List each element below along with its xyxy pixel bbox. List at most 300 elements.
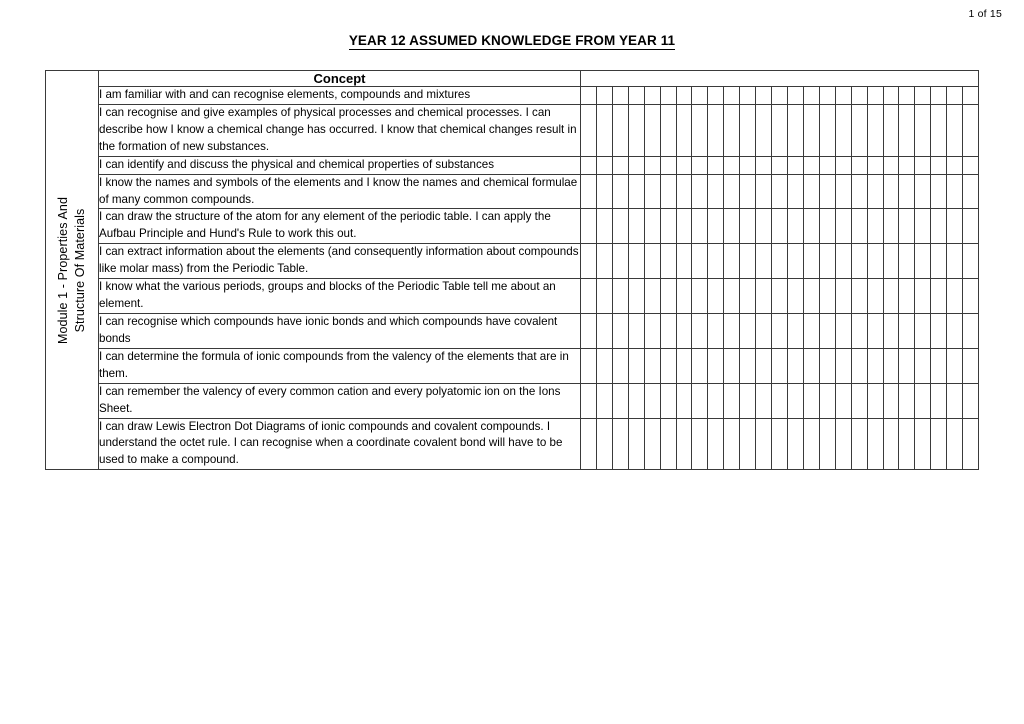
checkbox-cell[interactable] [772, 175, 788, 209]
concept-cell: I am familiar with and can recognise elements, compounds and mixtures [99, 87, 581, 105]
checkbox-cell[interactable] [884, 175, 900, 209]
checkbox-grid-cell [581, 87, 979, 105]
checkbox-cell[interactable] [899, 314, 915, 348]
checkbox-cell[interactable] [708, 279, 724, 313]
checkbox-cell[interactable] [836, 419, 852, 470]
module-label-line-2: Structure Of Materials [73, 208, 87, 333]
checkbox-cell[interactable] [947, 87, 963, 104]
checkbox-cell[interactable] [772, 244, 788, 278]
checkbox-cell[interactable] [756, 157, 772, 174]
checkbox-cell[interactable] [708, 209, 724, 243]
checkbox-cell[interactable] [613, 349, 629, 383]
checkbox-grid-row [581, 244, 978, 278]
checkbox-cell[interactable] [756, 384, 772, 418]
checkbox-cell[interactable] [645, 349, 661, 383]
checkbox-cell[interactable] [915, 384, 931, 418]
checkbox-cell[interactable] [645, 384, 661, 418]
checkbox-cell[interactable] [852, 349, 868, 383]
checkbox-cell[interactable] [804, 419, 820, 470]
checkbox-cell[interactable] [677, 209, 693, 243]
checkbox-cell[interactable] [804, 349, 820, 383]
checkbox-cell[interactable] [788, 209, 804, 243]
checkbox-cell[interactable] [947, 419, 963, 470]
checkbox-cell[interactable] [772, 419, 788, 470]
checkbox-cell[interactable] [740, 419, 756, 470]
checkbox-cell[interactable] [756, 244, 772, 278]
checkbox-cell[interactable] [852, 87, 868, 104]
checkbox-grid-cell [581, 174, 979, 209]
checkbox-cell[interactable] [756, 209, 772, 243]
checkbox-cell[interactable] [820, 349, 836, 383]
checkbox-cell[interactable] [661, 105, 677, 156]
checkbox-cell[interactable] [740, 87, 756, 104]
checkbox-cell[interactable] [740, 209, 756, 243]
checkbox-cell[interactable] [629, 314, 645, 348]
checkbox-cell[interactable] [677, 157, 693, 174]
checkbox-cell[interactable] [692, 157, 708, 174]
checkbox-cell[interactable] [963, 419, 978, 470]
checkbox-cell[interactable] [788, 419, 804, 470]
checkbox-cell[interactable] [899, 87, 915, 104]
checkbox-cell[interactable] [756, 87, 772, 104]
checkbox-cell[interactable] [772, 314, 788, 348]
checkbox-cell[interactable] [613, 175, 629, 209]
checkbox-cell[interactable] [884, 209, 900, 243]
checkbox-cell[interactable] [820, 419, 836, 470]
checkbox-cell[interactable] [899, 349, 915, 383]
checkbox-cell[interactable] [724, 105, 740, 156]
checkbox-cell[interactable] [836, 244, 852, 278]
checkbox-cell[interactable] [820, 87, 836, 104]
table-row [46, 279, 979, 314]
checkbox-cell[interactable] [597, 349, 613, 383]
checkbox-cell[interactable] [692, 87, 708, 104]
checkbox-cell[interactable] [947, 314, 963, 348]
checkbox-grid-row [581, 157, 978, 174]
checkbox-cell[interactable] [868, 105, 884, 156]
checkbox-cell[interactable] [788, 384, 804, 418]
checkbox-cell[interactable] [661, 314, 677, 348]
checkbox-cell[interactable] [692, 244, 708, 278]
checkbox-cell[interactable] [884, 279, 900, 313]
checkbox-cell[interactable] [613, 244, 629, 278]
checkbox-cell[interactable] [677, 314, 693, 348]
checkbox-cell[interactable] [629, 419, 645, 470]
checkbox-cell[interactable] [772, 384, 788, 418]
checkbox-cell[interactable] [740, 175, 756, 209]
checkbox-cell[interactable] [629, 175, 645, 209]
checkbox-cell[interactable] [724, 349, 740, 383]
checkbox-cell[interactable] [581, 384, 597, 418]
checkbox-cell[interactable] [820, 157, 836, 174]
checkbox-cell[interactable] [836, 209, 852, 243]
checkbox-cell[interactable] [884, 87, 900, 104]
checkbox-cell[interactable] [788, 105, 804, 156]
checkbox-cell[interactable] [788, 175, 804, 209]
checkbox-cell[interactable] [645, 209, 661, 243]
checkbox-cell[interactable] [645, 314, 661, 348]
checkbox-cell[interactable] [804, 175, 820, 209]
checkbox-cell[interactable] [852, 419, 868, 470]
checkbox-cell[interactable] [868, 87, 884, 104]
checkbox-cell[interactable] [963, 105, 978, 156]
checkbox-cell[interactable] [788, 279, 804, 313]
checkbox-cell[interactable] [756, 419, 772, 470]
checkbox-cell[interactable] [708, 105, 724, 156]
checkbox-cell[interactable] [772, 87, 788, 104]
checkbox-cell[interactable] [708, 384, 724, 418]
checkbox-cell[interactable] [740, 314, 756, 348]
checkbox-cell[interactable] [629, 279, 645, 313]
checkbox-cell[interactable] [581, 314, 597, 348]
checkbox-cell[interactable] [645, 157, 661, 174]
checkbox-cell[interactable] [884, 157, 900, 174]
checkbox-cell[interactable] [852, 209, 868, 243]
checkbox-cell[interactable] [581, 349, 597, 383]
checkbox-cell[interactable] [884, 314, 900, 348]
checkbox-cell[interactable] [963, 384, 978, 418]
checkbox-cell[interactable] [740, 105, 756, 156]
checkbox-cell[interactable] [899, 279, 915, 313]
checkbox-cell[interactable] [804, 209, 820, 243]
checkbox-cell[interactable] [597, 175, 613, 209]
module-label-line-1: Module 1 - Properties And [56, 196, 71, 344]
checkbox-cell[interactable] [868, 314, 884, 348]
checkbox-cell[interactable] [597, 314, 613, 348]
checkbox-cell[interactable] [852, 105, 868, 156]
checkbox-cell[interactable] [677, 175, 693, 209]
checkbox-cell[interactable] [677, 244, 693, 278]
checkbox-cell[interactable] [915, 244, 931, 278]
checkbox-cell[interactable] [597, 87, 613, 104]
checkbox-cell[interactable] [756, 279, 772, 313]
checkbox-cell[interactable] [931, 87, 947, 104]
checkbox-cell[interactable] [852, 279, 868, 313]
checkbox-cell[interactable] [963, 279, 978, 313]
checkbox-cell[interactable] [852, 244, 868, 278]
checkbox-cell[interactable] [708, 175, 724, 209]
checkbox-cell[interactable] [708, 314, 724, 348]
checkbox-cell[interactable] [804, 87, 820, 104]
checkbox-cell[interactable] [868, 157, 884, 174]
checkbox-cell[interactable] [852, 175, 868, 209]
checkbox-cell[interactable] [788, 157, 804, 174]
checkbox-cell[interactable] [756, 175, 772, 209]
checkbox-cell[interactable] [613, 384, 629, 418]
checkbox-grid-cell [581, 418, 979, 470]
checkbox-cell[interactable] [724, 384, 740, 418]
checkbox-cell[interactable] [645, 244, 661, 278]
checkbox-cell[interactable] [931, 314, 947, 348]
checkbox-cell[interactable] [692, 105, 708, 156]
checkbox-cell[interactable] [836, 175, 852, 209]
checkbox-cell[interactable] [804, 157, 820, 174]
checkbox-cell[interactable] [597, 244, 613, 278]
checkbox-grid-cell [581, 104, 979, 156]
checkbox-cell[interactable] [836, 314, 852, 348]
checkbox-cell[interactable] [852, 314, 868, 348]
checkbox-cell[interactable] [613, 105, 629, 156]
checkbox-cell[interactable] [820, 314, 836, 348]
checkbox-cell[interactable] [884, 419, 900, 470]
checkbox-cell[interactable] [724, 209, 740, 243]
checkbox-cell[interactable] [868, 349, 884, 383]
checkbox-cell[interactable] [915, 279, 931, 313]
table-row [46, 104, 979, 156]
checkbox-cell[interactable] [868, 209, 884, 243]
checkbox-cell[interactable] [740, 384, 756, 418]
checkbox-cell[interactable] [804, 105, 820, 156]
checkbox-grid-cell [581, 209, 979, 244]
checkbox-cell[interactable] [899, 209, 915, 243]
checkbox-cell[interactable] [884, 105, 900, 156]
checkbox-cell[interactable] [931, 279, 947, 313]
checkbox-grid-cell [581, 244, 979, 279]
checkbox-cell[interactable] [629, 87, 645, 104]
checkbox-grid-cell [581, 383, 979, 418]
checkbox-cell[interactable] [931, 349, 947, 383]
checkbox-cell[interactable] [836, 157, 852, 174]
checkbox-grid-row [581, 419, 978, 470]
checkbox-cell[interactable] [963, 175, 978, 209]
checkbox-cell[interactable] [661, 279, 677, 313]
checkbox-cell[interactable] [963, 87, 978, 104]
checkbox-cell[interactable] [899, 244, 915, 278]
checkbox-cell[interactable] [629, 209, 645, 243]
checkbox-cell[interactable] [915, 157, 931, 174]
checkbox-cell[interactable] [915, 175, 931, 209]
checkbox-cell[interactable] [677, 105, 693, 156]
checkbox-cell[interactable] [947, 209, 963, 243]
checkbox-cell[interactable] [581, 157, 597, 174]
checkbox-cell[interactable] [820, 244, 836, 278]
checkbox-cell[interactable] [661, 157, 677, 174]
checkbox-cell[interactable] [804, 279, 820, 313]
checkbox-cell[interactable] [772, 209, 788, 243]
checkbox-cell[interactable] [645, 105, 661, 156]
checkbox-cell[interactable] [963, 244, 978, 278]
checkbox-cell[interactable] [931, 209, 947, 243]
checkbox-cell[interactable] [947, 157, 963, 174]
checkbox-cell[interactable] [931, 175, 947, 209]
checkbox-cell[interactable] [804, 314, 820, 348]
checkbox-cell[interactable] [963, 209, 978, 243]
checkbox-cell[interactable] [899, 105, 915, 156]
checkbox-cell[interactable] [629, 157, 645, 174]
checkbox-cell[interactable] [613, 87, 629, 104]
checkbox-cell[interactable] [931, 244, 947, 278]
checkbox-cell[interactable] [692, 279, 708, 313]
checkbox-cell[interactable] [915, 314, 931, 348]
checkbox-cell[interactable] [629, 384, 645, 418]
checkbox-cell[interactable] [661, 175, 677, 209]
checkbox-cell[interactable] [772, 157, 788, 174]
checkbox-cell[interactable] [661, 244, 677, 278]
checkbox-cell[interactable] [820, 209, 836, 243]
checkbox-cell[interactable] [788, 314, 804, 348]
checkbox-cell[interactable] [915, 209, 931, 243]
checkbox-cell[interactable] [947, 105, 963, 156]
checkbox-cell[interactable] [581, 244, 597, 278]
checkbox-cell[interactable] [836, 105, 852, 156]
checkbox-cell[interactable] [613, 314, 629, 348]
checkbox-grid-cell [581, 348, 979, 383]
page-title [0, 33, 1024, 48]
checkbox-cell[interactable] [692, 209, 708, 243]
checkbox-cell[interactable] [661, 384, 677, 418]
checkbox-cell[interactable] [724, 157, 740, 174]
table-row [46, 209, 979, 244]
checkbox-cell[interactable] [836, 87, 852, 104]
checkbox-cell[interactable] [772, 105, 788, 156]
checkbox-cell[interactable] [597, 279, 613, 313]
checkbox-cell[interactable] [740, 244, 756, 278]
checkbox-cell[interactable] [820, 384, 836, 418]
checkbox-cell[interactable] [931, 157, 947, 174]
checkbox-cell[interactable] [915, 349, 931, 383]
checkbox-cell[interactable] [581, 175, 597, 209]
table-body [46, 71, 979, 470]
assumed-knowledge-table [45, 70, 979, 470]
checkbox-cell[interactable] [868, 419, 884, 470]
checkbox-cell[interactable] [724, 419, 740, 470]
checkbox-cell[interactable] [708, 419, 724, 470]
checkbox-cell[interactable] [804, 244, 820, 278]
checkbox-cell[interactable] [661, 209, 677, 243]
checkbox-cell[interactable] [884, 349, 900, 383]
checkbox-cell[interactable] [820, 105, 836, 156]
checkbox-cell[interactable] [581, 105, 597, 156]
checkbox-cell[interactable] [613, 157, 629, 174]
checkbox-cell[interactable] [661, 419, 677, 470]
checkbox-cell[interactable] [708, 349, 724, 383]
checkbox-cell[interactable] [947, 384, 963, 418]
checkbox-cell[interactable] [677, 279, 693, 313]
checkbox-cell[interactable] [931, 419, 947, 470]
checkbox-cell[interactable] [836, 384, 852, 418]
checkbox-cell[interactable] [724, 279, 740, 313]
checkbox-cell[interactable] [613, 419, 629, 470]
checkbox-cell[interactable] [677, 349, 693, 383]
checkbox-cell[interactable] [963, 349, 978, 383]
checkbox-cell[interactable] [629, 244, 645, 278]
checkbox-cell[interactable] [629, 349, 645, 383]
checkbox-cell[interactable] [947, 349, 963, 383]
checkbox-cell[interactable] [724, 87, 740, 104]
checkbox-cell[interactable] [947, 175, 963, 209]
checkbox-cell[interactable] [581, 419, 597, 470]
checkbox-cell[interactable] [963, 314, 978, 348]
checkbox-cell[interactable] [645, 175, 661, 209]
checkbox-cell[interactable] [899, 384, 915, 418]
checkbox-cell[interactable] [677, 87, 693, 104]
checkbox-cell[interactable] [947, 244, 963, 278]
checkbox-cell[interactable] [836, 349, 852, 383]
checkbox-cell[interactable] [692, 175, 708, 209]
checkbox-cell[interactable] [931, 105, 947, 156]
checkbox-cell[interactable] [708, 87, 724, 104]
checkbox-cell[interactable] [692, 419, 708, 470]
concept-cell: I can identify and discuss the physical and chemical properties of substances [99, 156, 581, 174]
checkbox-cell[interactable] [772, 349, 788, 383]
checkbox-cell[interactable] [645, 419, 661, 470]
checkbox-cell[interactable] [915, 105, 931, 156]
checkbox-cell[interactable] [597, 209, 613, 243]
checkbox-cell[interactable] [708, 157, 724, 174]
checkbox-cell[interactable] [852, 157, 868, 174]
checkbox-cell[interactable] [724, 175, 740, 209]
checkbox-cell[interactable] [645, 279, 661, 313]
checkbox-cell[interactable] [788, 244, 804, 278]
checkbox-cell[interactable] [899, 157, 915, 174]
checkbox-cell[interactable] [597, 419, 613, 470]
checkbox-cell[interactable] [804, 384, 820, 418]
checkbox-cell[interactable] [756, 314, 772, 348]
checkbox-cell[interactable] [740, 157, 756, 174]
checkbox-cell[interactable] [915, 419, 931, 470]
checkbox-cell[interactable] [692, 384, 708, 418]
checkbox-cell[interactable] [692, 314, 708, 348]
checkbox-cell[interactable] [677, 419, 693, 470]
checkbox-grid-row [581, 209, 978, 243]
checkbox-cell[interactable] [645, 87, 661, 104]
checkbox-cell[interactable] [597, 105, 613, 156]
checkbox-cell[interactable] [613, 279, 629, 313]
checkbox-cell[interactable] [868, 175, 884, 209]
checkbox-cell[interactable] [581, 87, 597, 104]
checkbox-cell[interactable] [868, 279, 884, 313]
checkbox-cell[interactable] [740, 349, 756, 383]
checkbox-cell[interactable] [947, 279, 963, 313]
checkbox-cell[interactable] [661, 349, 677, 383]
checkbox-cell[interactable] [772, 279, 788, 313]
checkbox-cell[interactable] [756, 105, 772, 156]
checkbox-cell[interactable] [724, 314, 740, 348]
checkbox-cell[interactable] [836, 279, 852, 313]
checkbox-cell[interactable] [581, 209, 597, 243]
checkbox-cell[interactable] [629, 105, 645, 156]
checkbox-cell[interactable] [740, 279, 756, 313]
checkbox-cell[interactable] [788, 87, 804, 104]
checkbox-cell[interactable] [597, 384, 613, 418]
checkbox-cell[interactable] [868, 384, 884, 418]
checkbox-grid-header [581, 71, 979, 87]
checkbox-grid-row [581, 87, 978, 104]
checkbox-cell[interactable] [692, 349, 708, 383]
checkbox-cell[interactable] [677, 384, 693, 418]
checkbox-cell[interactable] [931, 384, 947, 418]
checkbox-cell[interactable] [661, 87, 677, 104]
checkbox-cell[interactable] [868, 244, 884, 278]
checkbox-cell[interactable] [899, 419, 915, 470]
checkbox-cell[interactable] [899, 175, 915, 209]
concept-cell: I can extract information about the elements (and consequently information about compounds like molar mass) from the Periodic Table. [99, 244, 581, 279]
checkbox-cell[interactable] [708, 244, 724, 278]
checkbox-cell[interactable] [597, 157, 613, 174]
checkbox-cell[interactable] [724, 244, 740, 278]
checkbox-cell[interactable] [915, 87, 931, 104]
checkbox-cell[interactable] [788, 349, 804, 383]
checkbox-cell[interactable] [613, 209, 629, 243]
checkbox-cell[interactable] [963, 157, 978, 174]
checkbox-cell[interactable] [756, 349, 772, 383]
checkbox-cell[interactable] [581, 279, 597, 313]
checkbox-cell[interactable] [852, 384, 868, 418]
checkbox-cell[interactable] [820, 175, 836, 209]
checkbox-cell[interactable] [884, 244, 900, 278]
checkbox-cell[interactable] [820, 279, 836, 313]
checkbox-cell[interactable] [884, 384, 900, 418]
